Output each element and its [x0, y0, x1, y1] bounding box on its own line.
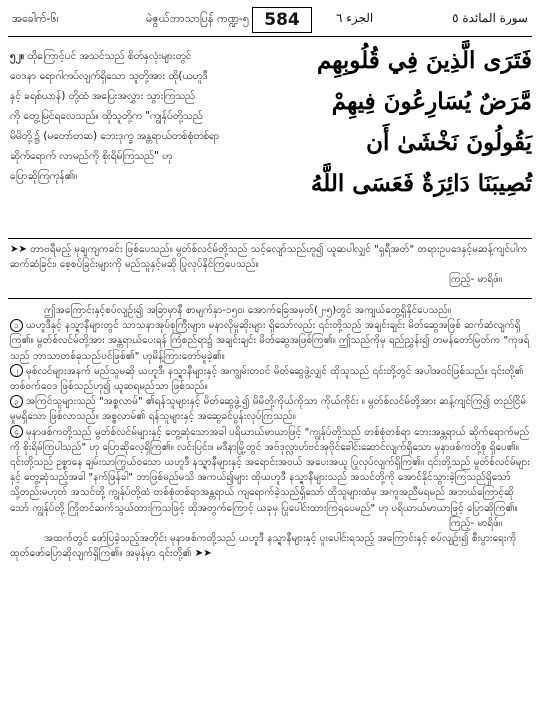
numbered-item: ၃ အကြင်သူများသည် "အစ္စလာမ်" ၏ရန်သူများနှင့် မိတ်ဆွေဖွဲ့၍ မိမိတို့ကိုယ်ကိုသာ ကိုယ်ကိုင်း ။ မွတ်စ်လင်မ်တို့အား ဆန့်ကျင်ကြ၍ တည်ငြိမ်မှုမရှိသော ဖြစ်လာသည်။ အစ္စလာမ်၏ ရန်သူများနှင့် အဆွေခင်ပွန်းလုပ်ကြသည်။	[10, 396, 527, 423]
commentary-paragraph: ၎င်းတို့သည် ဥစ္စာနေ ချမ်းသာကြွယ်ဝသော ယဟူဒီ နသ္ရာနီများနှင့် အရောင်းအဝယ် အပေးအယူ ပြုလုပ်လျက်ရှိကြ၏။ ၎င်းတို့သည် မွတ်စ်လင်မ်များနှင့် တွေ့ဆုံသည့်အခါ "နက်ဖြန်ခါ" ဘာဖြစ်မည်မသိ အကယ်၍များ ထိုယဟူဒီ နသ္ရာနီများသည် အသင်တို့ကို အောင်နိုင်သွားခဲ့ကြသည်ရှိသော် သို့တည်းမဟုတ် အသင်တို့ ကျွန်ုပ်တို့ထံ တစ်စုံတစ်ရာအန္တရာယ် ကျရောက်ခဲ့သည်ရှိသော် ထိုသူများထံမှ အကူအညီမရမည် အဘယ်ကြောင့်ဆိုသော် ကျွန်ုပ်တို့ ကြိုတင်ဆက်သွယ်ထားကြသဖြင့် ထိုအတွက်ကြောင့် ယခုမှ ပြုပေါင်းထားကြရပေမည်" ဟု ပရိယာယ်မာယာဖြင့် ပြောဆိုကြ၏။	[10, 457, 530, 514]
verse-line: ကို တွေ့မြင်ရလေသည်။ ထိုသူတို့က "ကျွန်ုပ်တို့သည်	[10, 110, 203, 122]
numbered-item: ၁ ယဟူဒီနှင့် နသ္ရာနီများတွင် သာသနာအုပ်စုကြီးများ၊ မနာလိုမှုဆိုးများ ရှိသော်လည်း ၎င်းတို့သည် အချင်းချင်း မိတ်ဆွေအဖြစ် ဆက်ဆံလျက်ရှိကြ၏။ မွတ်စ်လင်မ်တို့အား အန္တရာယ်ပေးရန် ကြံစည်ရာ၌ အချင်းချင်း မိတ်ဆွေအဖြစ်ကြ၏။ ဤသည်ကိုမှ ရည်ညွှန်း၍ တမန်တော်မြတ်က "ကုဖရ်သည် ဘာသာတစ်ခုသည်ပင်ဖြစ်၏" ဟုမိန့်ကြားတော်မူခဲ့၏။	[10, 320, 530, 362]
section-divider	[8, 298, 532, 299]
arabic-line: تُصِيبَنَا دَائِرَةٌ فَعَسَى اللَّهُ	[310, 170, 532, 197]
numbered-item: ၄ မုနာဖစ်ကတို့သည် မွတ်စ်လင်မ်များနှင့် တွေ့ဆုံသောအခါ ပရိယာယ်မာယာဖြင့် "ကျွန်ုပ်တို့သည် တစ်စုံတစ်ရာ ဘေးအန္တရာယ် ဆိုက်ရောက်မည်ကို စိုးရိမ်ကြပါသည်" ဟု ပြောဆိုလေ့ရှိကြ၏။ လင်းပြင်း။ မဒီနာမြို့တွင် အဗ်ဒုလ္လာဟ်ဗင်အုဗိုင်ခေါင်းဆောင်လျက်ရှိသော မုနာဖစ်ကတို့စု ရှိပေ၏။	[10, 426, 530, 453]
commentary-paragraph: အထက်တွင် ဖော်ပြခဲ့သည့်အတိုင်း မုနာဖစ်ကတို့သည် ယဟူဒီ နသ္ရာနီများနှင့် ပူးပေါင်းရသည့် အကြောင်းနှင့် စပ်လျဉ်း၍ စီးပွားရေးကို ထုတ်ဖော်ပြောဆိုလျက်ရှိကြ၏။ အမှန်မှာ ၎င်းတို့၏ ➤➤	[10, 533, 517, 560]
arabic-line: يَقُولُونَ نَخْشَىٰ أَن	[366, 129, 532, 156]
verse-line: ဆိုက်ရောက် လာမည်ကို စိုးရိမ်ကြသည်" ဟု	[10, 150, 173, 162]
arabic-line: مَّرَضٌ يُسَارِعُونَ فِيهِمْ	[331, 88, 532, 115]
header-juz-label: الجزء ٦	[336, 11, 374, 25]
verse-line: မိမိတို့၌ (မတော်တဆ) ဘေးဒုက္ခ အန္တရာယ်တစ်စုံတစ်ရာ	[10, 130, 220, 142]
commentary-note	[10, 242, 530, 288]
commentary-body	[10, 303, 530, 561]
source-citation: ကြည့်- မာရိဖ်။	[449, 517, 502, 529]
header-chapter-label: အခေါက်-၆၊	[12, 12, 59, 25]
arabic-line: فَتَرَى الَّذِينَ فِي قُلُوبِهِم	[317, 47, 532, 74]
source-citation: ကြည့်- မာရိဖ်။	[449, 274, 502, 286]
arrow-icon: ➤➤	[10, 244, 27, 255]
arrow-icon: ➤➤	[194, 548, 212, 560]
verse-line: နှင့် ခရစ်ယာန်) တို့ထံ အပြေးအလွှား သွားကြသည်	[10, 90, 196, 102]
verse-line: ဝေဒနာ ရောဂါကပ်လျက်ရှိသော သူတို့အား ထို(ယဟူဒီ	[10, 70, 208, 82]
verse-line: ၅၂။ ထိုကြောင့်ပင် အသင်သည် စိတ်နှလုံးများတွင်	[10, 50, 192, 62]
commentary-intro: ဤအကြောင်းနှင့်စပ်လျဉ်း၍ အခြာမှာနီ စာမျက်နှာ-၁၅၀၊ အောက်ခြေအမှတ်(၂-၅)တွင် အကျယ်တွေ့ရှိနိုင်ပေသည်။	[44, 305, 452, 316]
verse-number: ၅၂။	[10, 50, 24, 62]
header-volume-label: မဲဇွယ်ဘာသာပြန် ကဏ္ဍ-၅	[146, 12, 250, 25]
page-number: 584	[252, 7, 312, 33]
circled-number: ၁	[10, 319, 23, 332]
circled-number: ၂	[10, 364, 23, 377]
numbered-item: ၂ မုစ်လင်များအနက် မည်သူမဆို ယဟူဒီ၊ နသ္ရာနီများနှင့် အကျွမ်းတဝင် မိတ်ဆွေဖွဲ့လျှင် ထိုသူသည် ၎င်းတို့တွင် အပါအဝင်ဖြစ်သည်။ ၎င်းတို့၏ တစ်ဝက်ဝေဒ ဖြစ်သည်ဟု၍ ယူဆရမည်သာ ဖြစ်သည်။	[10, 365, 524, 393]
circled-number: ၄	[10, 425, 23, 438]
verse-translation	[10, 46, 310, 186]
header-surah-label: سورة المائدة ٥	[452, 11, 528, 25]
page-header	[8, 6, 532, 36]
commentary-text: တာဗရီမည့် မုချကျကခင်း ဖြစ်ပေသည်။ မွတ်စ်လင်မ်တို့သည် သင့်လျော်သည်ဟူ၍ ယူဆပါလျှင် "ရှရီအတ်" တရားဥပဒေနှင့်မဆန့်ကျင်ပါက ဆက်ဆံခြင်း၊ စေ့စပ်ခြင်းများကို မည်သူနှင့်မဆို ပြုလုပ်နိုင်ကြပေသည်။	[10, 244, 528, 271]
circled-number: ၃	[10, 395, 23, 408]
header-rule	[8, 36, 532, 37]
verse-line: ပြောဆိုကြကုန်၏။	[10, 170, 78, 182]
section-divider	[8, 238, 532, 239]
